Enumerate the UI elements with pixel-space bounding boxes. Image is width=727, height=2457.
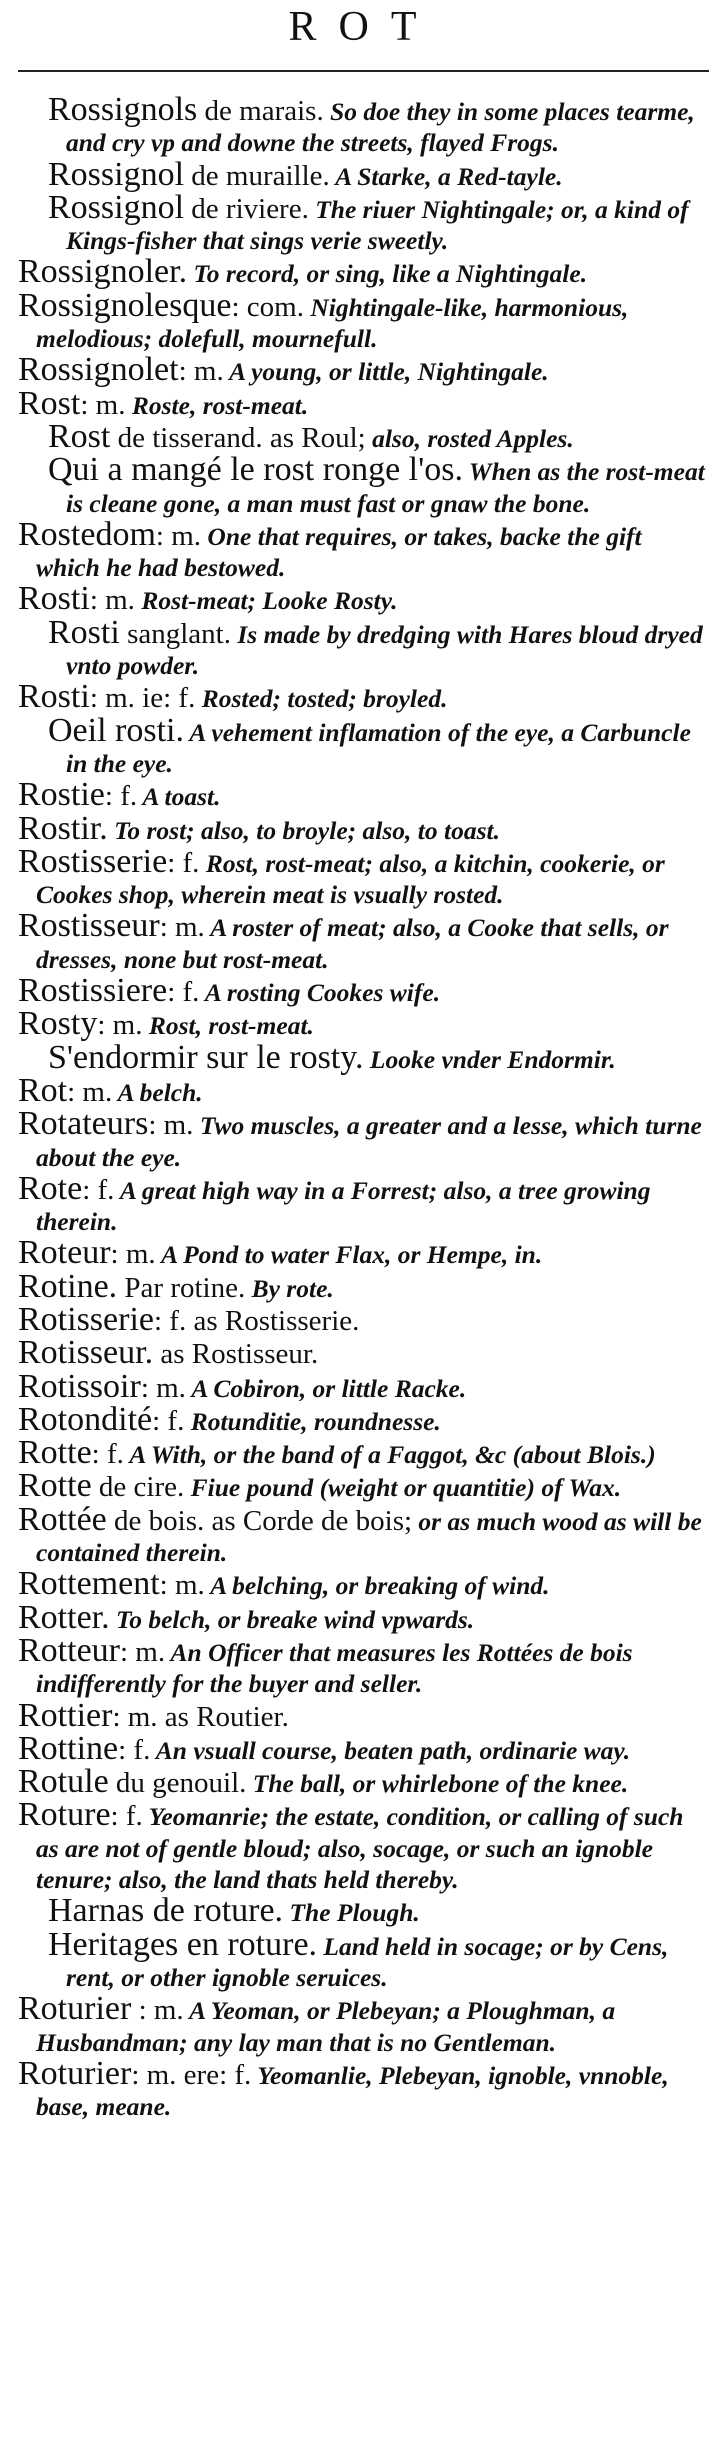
entry-headword: Qui a mangé le rost ronge l'os. [48, 451, 463, 489]
entry-grammar: de muraille. [184, 159, 330, 192]
entry-translation: Yeomanlie, Plebeyan, ignoble, vnnoble, base, meane. [36, 2060, 669, 2122]
entry-translation: To rost; also, to broyle; also, to toast. [107, 815, 500, 845]
entry-grammar: : com. [231, 290, 304, 323]
entry-translation: Looke vnder Endormir. [363, 1044, 616, 1074]
dictionary-entry [18, 1467, 709, 1505]
dictionary-entry [18, 1892, 709, 1930]
dictionary-entry [18, 1005, 709, 1043]
entry-grammar: de riviere. [184, 192, 309, 225]
entry-headword: Rot [18, 1071, 68, 1109]
entry-translation: A Yeoman, or Plebeyan; a Ploughman, a Husbandman; any lay man that is no Gentleman. [36, 1996, 616, 2057]
dictionary-entry [18, 384, 709, 422]
entry-headword: Rostissiere [18, 972, 168, 1010]
dictionary-entry [18, 1038, 709, 1076]
entry-translation: To record, or sing, like a Nightingale. [187, 259, 588, 289]
entry-headword: Roteur [18, 1234, 111, 1272]
entry-headword: Roturier [18, 2054, 132, 2092]
entry-headword: Roturier [18, 1990, 132, 2028]
dictionary-entry [18, 907, 709, 975]
entry-headword: S'endormir sur le rosty. [48, 1038, 364, 1076]
entry-headword: Rotisserie [18, 1300, 154, 1338]
entry-grammar: as Rostisseur. [153, 1338, 319, 1371]
entry-translation: Land held in socage; or by Cens, rent, or other ignoble seruices. [66, 1931, 669, 1992]
dictionary-entry [18, 351, 709, 389]
entry-translation: When as the rost-meat is cleane gone, a man must fast or gnaw the bone. [66, 457, 705, 518]
dictionary-entry [18, 188, 709, 257]
entry-headword: Rotule [18, 1763, 109, 1801]
entry-grammar: : m. [110, 1238, 156, 1271]
entry-translation: A Pond to water Flax, or Hempe, in. [155, 1240, 543, 1270]
entry-headword: Rotte [18, 1467, 92, 1505]
entry-headword: Rote [18, 1169, 83, 1207]
entry-headword: Rosti [18, 580, 90, 618]
dictionary-entry [18, 1267, 709, 1305]
entry-translation: Nightingale-like, harmonious, melodious; dolefull, mournefull. [36, 292, 629, 354]
entry-grammar: : f. [110, 1800, 143, 1833]
entry-headword: Rotisseur. [18, 1334, 154, 1372]
dictionary-entry [18, 1763, 709, 1801]
entry-headword: Roture [18, 1796, 111, 1834]
entry-translation: A young, or little, Nightingale. [223, 357, 549, 387]
dictionary-entry [18, 711, 709, 780]
entry-translation: Rotunditie, roundnesse. [184, 1406, 441, 1436]
dictionary-entry [18, 155, 709, 193]
dictionary-entry [18, 1367, 709, 1405]
dictionary-entry [18, 1565, 709, 1603]
entry-grammar: : m. [119, 1635, 166, 1668]
entry-headword: Oeil rosti. [48, 711, 184, 749]
entry-headword: Rotter. [18, 1598, 110, 1636]
entry-headword: Rossignoler. [18, 253, 188, 291]
dictionary-entry [18, 1696, 709, 1734]
entry-translation: The ball, or whirlebone of the knee. [246, 1769, 629, 1799]
dictionary-entry [18, 1925, 709, 1994]
entry-translation: A With, or the band of a Faggot, &c (about Blois.) [123, 1440, 656, 1470]
header-rule [18, 70, 709, 72]
entry-headword: Rottier [18, 1696, 113, 1734]
entry-headword: Rossignol [48, 188, 185, 226]
dictionary-entry [18, 1796, 709, 1895]
entry-translation: Rost, rost-meat. [142, 1011, 314, 1041]
entry-headword: Rotondité [18, 1400, 153, 1438]
entry-translation: also, rosted Apples. [365, 423, 574, 453]
entry-headword: Rostie [18, 776, 105, 814]
entry-grammar: de marais. [197, 95, 324, 127]
entry-headword: Rotte [18, 1434, 92, 1472]
dictionary-entry [18, 1434, 709, 1472]
dictionary-entry [18, 972, 709, 1010]
entry-headword: Rotateurs [18, 1105, 149, 1143]
entry-headword: Rossignol [48, 155, 185, 193]
dictionary-entry [18, 809, 709, 847]
entry-translation: A vehement inflamation of the eye, a Carbuncle in the eye. [66, 717, 691, 778]
dictionary-entry [18, 678, 709, 716]
entry-translation: A Starke, a Red-tayle. [329, 161, 563, 191]
dictionary-entry [18, 253, 709, 291]
entry-grammar: : f. [82, 1173, 115, 1206]
dictionary-entry [18, 286, 709, 355]
dictionary-entry [18, 842, 709, 911]
entry-grammar: : m. ie: f. [89, 682, 196, 715]
entry-grammar: : m. ere: f. [131, 2058, 252, 2091]
dictionary-entry [18, 515, 709, 584]
entry-grammar: : m. [80, 388, 126, 421]
entry-grammar: : f. as Rostisserie. [153, 1304, 360, 1337]
entry-grammar: : m. [67, 1075, 113, 1108]
entry-headword: Harnas de roture. [48, 1892, 284, 1930]
entry-headword: Rossignols [48, 91, 198, 128]
entry-headword: Rostedom [18, 515, 156, 553]
dictionary-entry [18, 1234, 709, 1272]
entry-list [18, 91, 709, 2122]
dictionary-entry [18, 776, 709, 814]
entry-grammar: : m. [97, 1009, 143, 1042]
entry-headword: Rostisserie [18, 842, 168, 880]
entry-translation: Is made by dredging with Hares bloud dryed vnto powder. [66, 619, 703, 681]
entry-headword: Rossignolesque [18, 286, 232, 324]
entry-grammar: : f. [167, 976, 200, 1009]
entry-translation: An Officer that measures les Rottées de bois indifferently for the buyer and seller. [36, 1637, 633, 1699]
entry-translation: Rosted; tosted; broyled. [195, 684, 448, 714]
entry-translation: A Cobiron, or little Racke. [185, 1373, 467, 1403]
entry-translation: By rote. [245, 1273, 334, 1303]
entry-headword: Rotteur [18, 1631, 120, 1669]
entry-grammar: : m. [178, 355, 224, 388]
entry-headword: Rost [18, 384, 81, 422]
entry-headword: Rottement [18, 1565, 160, 1603]
entry-grammar: : f. [167, 846, 200, 879]
entry-grammar: de tisserand. as Roul; [110, 421, 366, 454]
entry-translation: A great high way in a Forrest; also, a tree growing therein. [36, 1175, 651, 1237]
entry-headword: Heritages en roture. [48, 1925, 318, 1963]
entry-translation: The Plough. [283, 1898, 420, 1928]
dictionary-entry [18, 1300, 709, 1338]
entry-grammar: : m. [159, 911, 205, 944]
entry-translation: A roster of meat; also, a Cooke that sells, or dresses, none but rost-meat. [36, 913, 669, 974]
entry-translation: Fiue pound (weight or quantitie) of Wax. [184, 1473, 622, 1503]
entry-grammar: Par rotine. [117, 1271, 246, 1304]
entry-grammar: : m. as Routier. [112, 1700, 289, 1733]
dictionary-entry [18, 1598, 709, 1636]
dictionary-entry [18, 1500, 709, 1569]
entry-translation: or as much wood as will be contained therein. [36, 1506, 702, 1568]
dictionary-entry [18, 1631, 709, 1700]
entry-grammar: de cire. [91, 1471, 185, 1504]
entry-grammar: : f. [152, 1404, 185, 1437]
entry-translation: An vsuall course, beaten path, ordinarie way. [150, 1735, 631, 1765]
dictionary-entry [18, 91, 709, 159]
entry-headword: Rotissoir [18, 1367, 141, 1405]
dictionary-entry [18, 451, 709, 519]
entry-translation: A rosting Cookes wife. [199, 978, 441, 1008]
entry-grammar: : m. [140, 1371, 186, 1404]
entry-translation: So doe they in some places tearme, and cry vp and downe the streets, flayed Frogs. [66, 97, 695, 158]
entry-grammar: de bois. as Corde de bois; [106, 1504, 413, 1537]
entry-grammar: : m. [159, 1569, 205, 1602]
entry-translation: One that requires, or takes, backe the gift which he had bestowed. [36, 521, 642, 583]
entry-headword: Rosti [48, 613, 120, 651]
dictionary-entry [18, 613, 709, 682]
entry-grammar: : m. [89, 584, 135, 617]
dictionary-entry [18, 580, 709, 618]
dictionary-entry [18, 1334, 709, 1372]
entry-headword: Rotine. [18, 1267, 118, 1305]
entry-grammar: : f. [104, 780, 138, 813]
entry-headword: Rossignolet [18, 351, 179, 389]
entry-grammar: sanglant. [119, 617, 231, 650]
dictionary-entry [18, 1400, 709, 1438]
entry-translation: Roste, rost-meat. [125, 390, 309, 420]
entry-translation: Rost, rost-meat; also, a kitchin, cookerie, or Cookes shop, wherein meat is vsually rosted. [36, 848, 665, 910]
entry-translation: A toast. [137, 782, 221, 812]
dictionary-entry [18, 1105, 709, 1173]
entry-translation: Yeomanrie; the estate, condition, or calling of such as are not of gentle bloud; also, socage, or such an ignoble tenure; also, the land thats held thereby. [36, 1802, 684, 1895]
running-head: ROT [288, 4, 439, 50]
entry-translation: Rost-meat; Looke Rosty. [134, 586, 398, 616]
entry-grammar: : f. [118, 1733, 151, 1766]
entry-headword: Rosty [18, 1005, 98, 1043]
entry-translation: The riuer Nightingale; or, a kind of Kings-fisher that sings verie sweetly. [66, 194, 689, 256]
dictionary-entry [18, 1169, 709, 1238]
entry-translation: Two muscles, a greater and a lesse, which turne about the eye. [36, 1111, 702, 1172]
entry-grammar: : m. [155, 519, 202, 552]
entry-grammar: du genouil. [108, 1767, 247, 1800]
dictionary-entry [18, 1990, 709, 2058]
entry-headword: Rost [48, 417, 111, 455]
entry-headword: Rosti [18, 678, 90, 716]
dictionary-entry [18, 1729, 709, 1767]
entry-grammar: : f. [91, 1438, 124, 1471]
entry-grammar: : m. [131, 1994, 184, 2027]
dictionary-entry [18, 2054, 709, 2123]
entry-translation: To belch, or breake wind vpwards. [109, 1604, 475, 1634]
entry-translation: A belching, or breaking of wind. [204, 1571, 550, 1601]
entry-grammar: : m. [148, 1109, 194, 1142]
entry-headword: Rottine [18, 1729, 119, 1767]
entry-headword: Rottée [18, 1500, 107, 1538]
entry-translation: A belch. [112, 1077, 203, 1107]
dictionary-entry [18, 1071, 709, 1109]
dictionary-entry [18, 417, 709, 455]
entry-headword: Rostir. [18, 809, 108, 847]
entry-headword: Rostisseur [18, 907, 160, 945]
